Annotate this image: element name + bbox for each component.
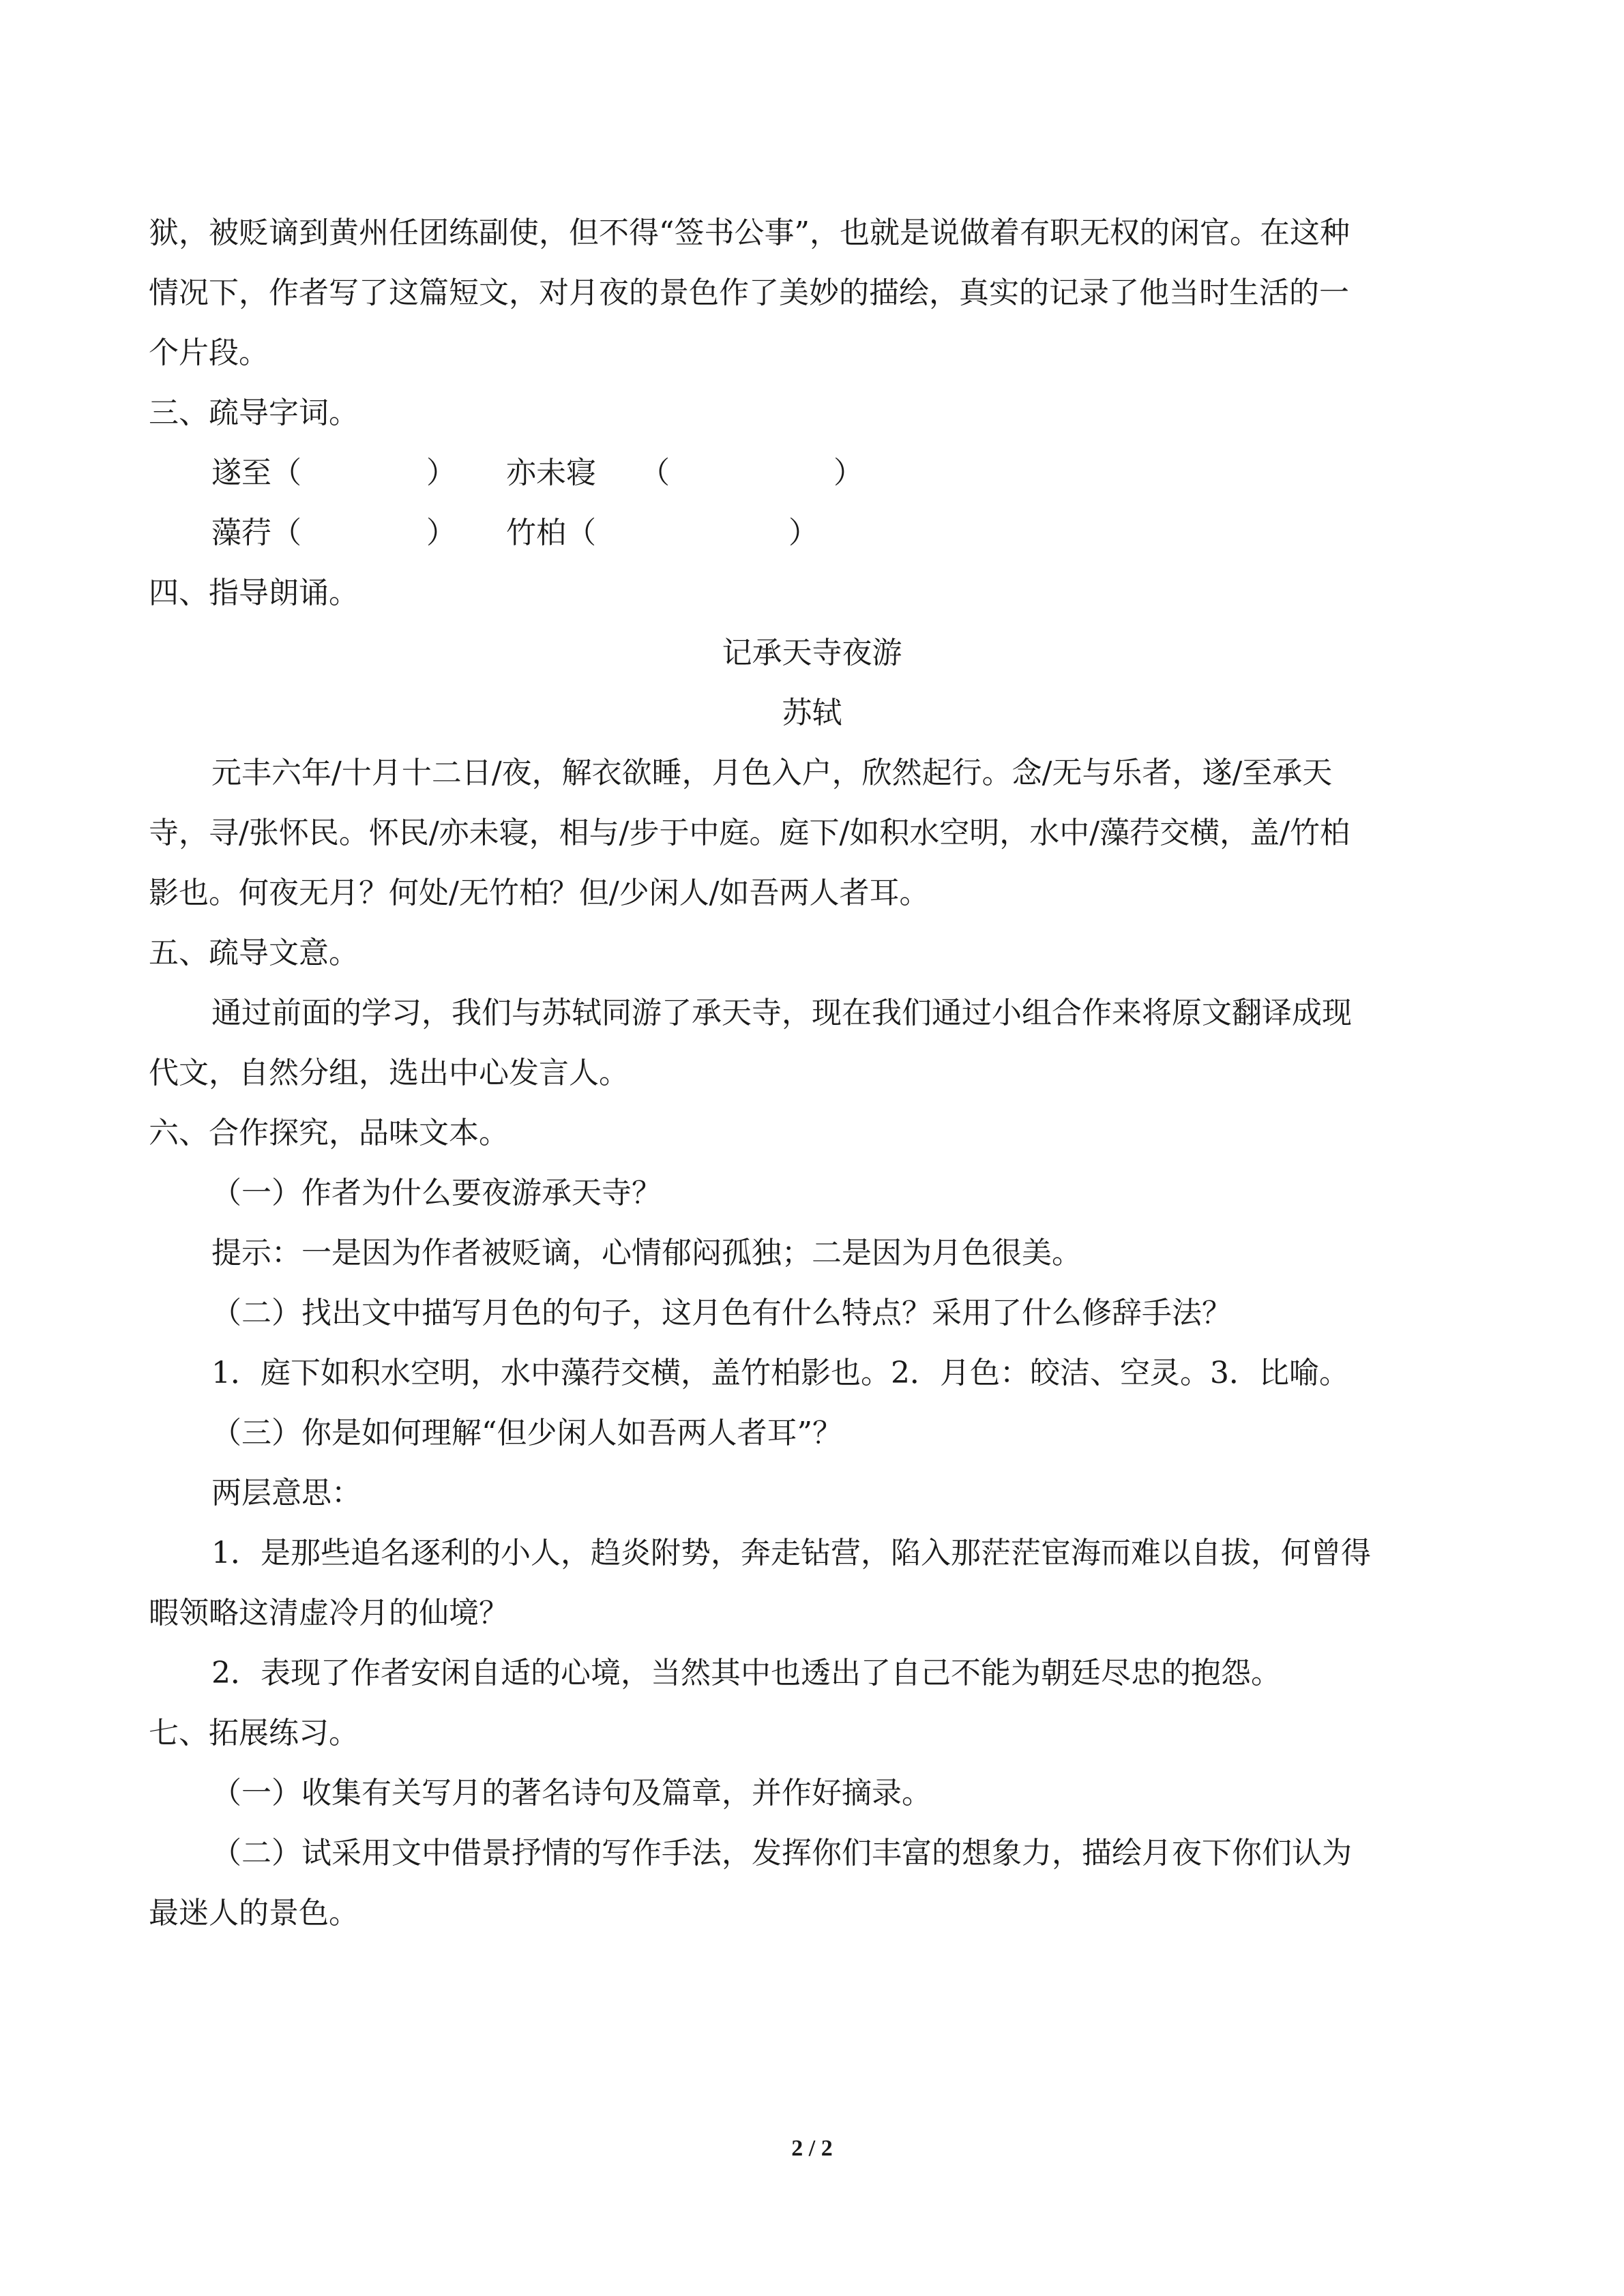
vocab-blank-close: ） <box>788 516 818 550</box>
section-heading: 五、疏导文意。 <box>149 936 359 970</box>
text-line: 暇领略这清虚冷月的仙境？ <box>149 1596 509 1630</box>
section-heading: 六、合作探究，品味文本。 <box>149 1116 509 1150</box>
vocab-blank-open: （ <box>640 456 670 490</box>
vocab-item-zaoxing: 藻荇（ <box>211 516 301 550</box>
text-line: 1．是那些追名逐利的小人，趋炎附势，奔走钻营，陷入那茫茫宦海而难以自拔，何曾得 <box>211 1536 1371 1570</box>
text-line: 元丰六年/十月十二日/夜，解衣欲睡，月色入户，欣然起行。念/无与乐者，遂/至承天 <box>211 756 1333 790</box>
section-heading: 七、拓展练习。 <box>149 1716 359 1750</box>
text-line: 1．庭下如积水空明，水中藻荇交横，盖竹柏影也。2．月色：皎洁、空灵。3．比喻。 <box>211 1356 1349 1390</box>
text-line: 个片段。 <box>149 336 269 370</box>
vocab-item-zhubai: 竹柏（ <box>506 516 596 550</box>
text-line: 通过前面的学习，我们与苏轼同游了承天寺，现在我们通过小组合作来将原文翻译成现 <box>211 996 1352 1030</box>
text-line: （二）试采用文中借景抒情的写作手法，发挥你们丰富的想象力，描绘月夜下你们认为 <box>211 1836 1352 1870</box>
vocab-blank-close: ） <box>426 456 456 490</box>
text-line: （一）收集有关写月的著名诗句及篇章，并作好摘录。 <box>211 1776 932 1810</box>
vocab-item-yiweiqin: 亦未寝 <box>506 456 596 490</box>
section-heading: 三、疏导字词。 <box>149 396 359 430</box>
text-line: 狱，被贬谪到黄州任团练副使，但不得“签书公事”，也就是说做着有职无权的闲官。在这种 <box>149 215 1350 250</box>
section-heading: 四、指导朗诵。 <box>149 576 359 610</box>
text-line: 代文，自然分组，选出中心发言人。 <box>149 1056 629 1090</box>
text-line: 2．表现了作者安闲自适的心境，当然其中也透出了自己不能为朝廷尽忠的抱怨。 <box>211 1656 1281 1690</box>
poem-author: 苏轼 <box>782 696 842 730</box>
poem-title: 记承天寺夜游 <box>722 636 902 670</box>
text-line: 影也。何夜无月？何处/无竹柏？但/少闲人/如吾两人者耳。 <box>149 876 930 910</box>
vocab-blank-close: ） <box>426 516 456 550</box>
text-line: 最迷人的景色。 <box>149 1896 359 1930</box>
text-line: 情况下，作者写了这篇短文，对月夜的景色作了美妙的描绘，真实的记录了他当时生活的一 <box>149 275 1349 310</box>
text-line: （一）作者为什么要夜游承天寺？ <box>211 1176 662 1210</box>
page-number: 2 / 2 <box>791 2136 833 2161</box>
vocab-item-suizhi: 遂至（ <box>211 456 301 490</box>
text-line: 寺，寻/张怀民。怀民/亦未寝，相与/步于中庭。庭下/如积水空明，水中/藻荇交横，盖/竹柏 <box>149 816 1350 850</box>
text-line: （二）找出文中描写月色的句子，这月色有什么特点？采用了什么修辞手法？ <box>211 1296 1232 1330</box>
text-line: 两层意思： <box>211 1476 361 1510</box>
text-line: 提示：一是因为作者被贬谪，心情郁闷孤独；二是因为月色很美。 <box>211 1236 1082 1270</box>
vocab-blank-close: ） <box>833 456 863 490</box>
text-line: （三）你是如何理解“但少闲人如吾两人者耳”？ <box>211 1416 842 1450</box>
